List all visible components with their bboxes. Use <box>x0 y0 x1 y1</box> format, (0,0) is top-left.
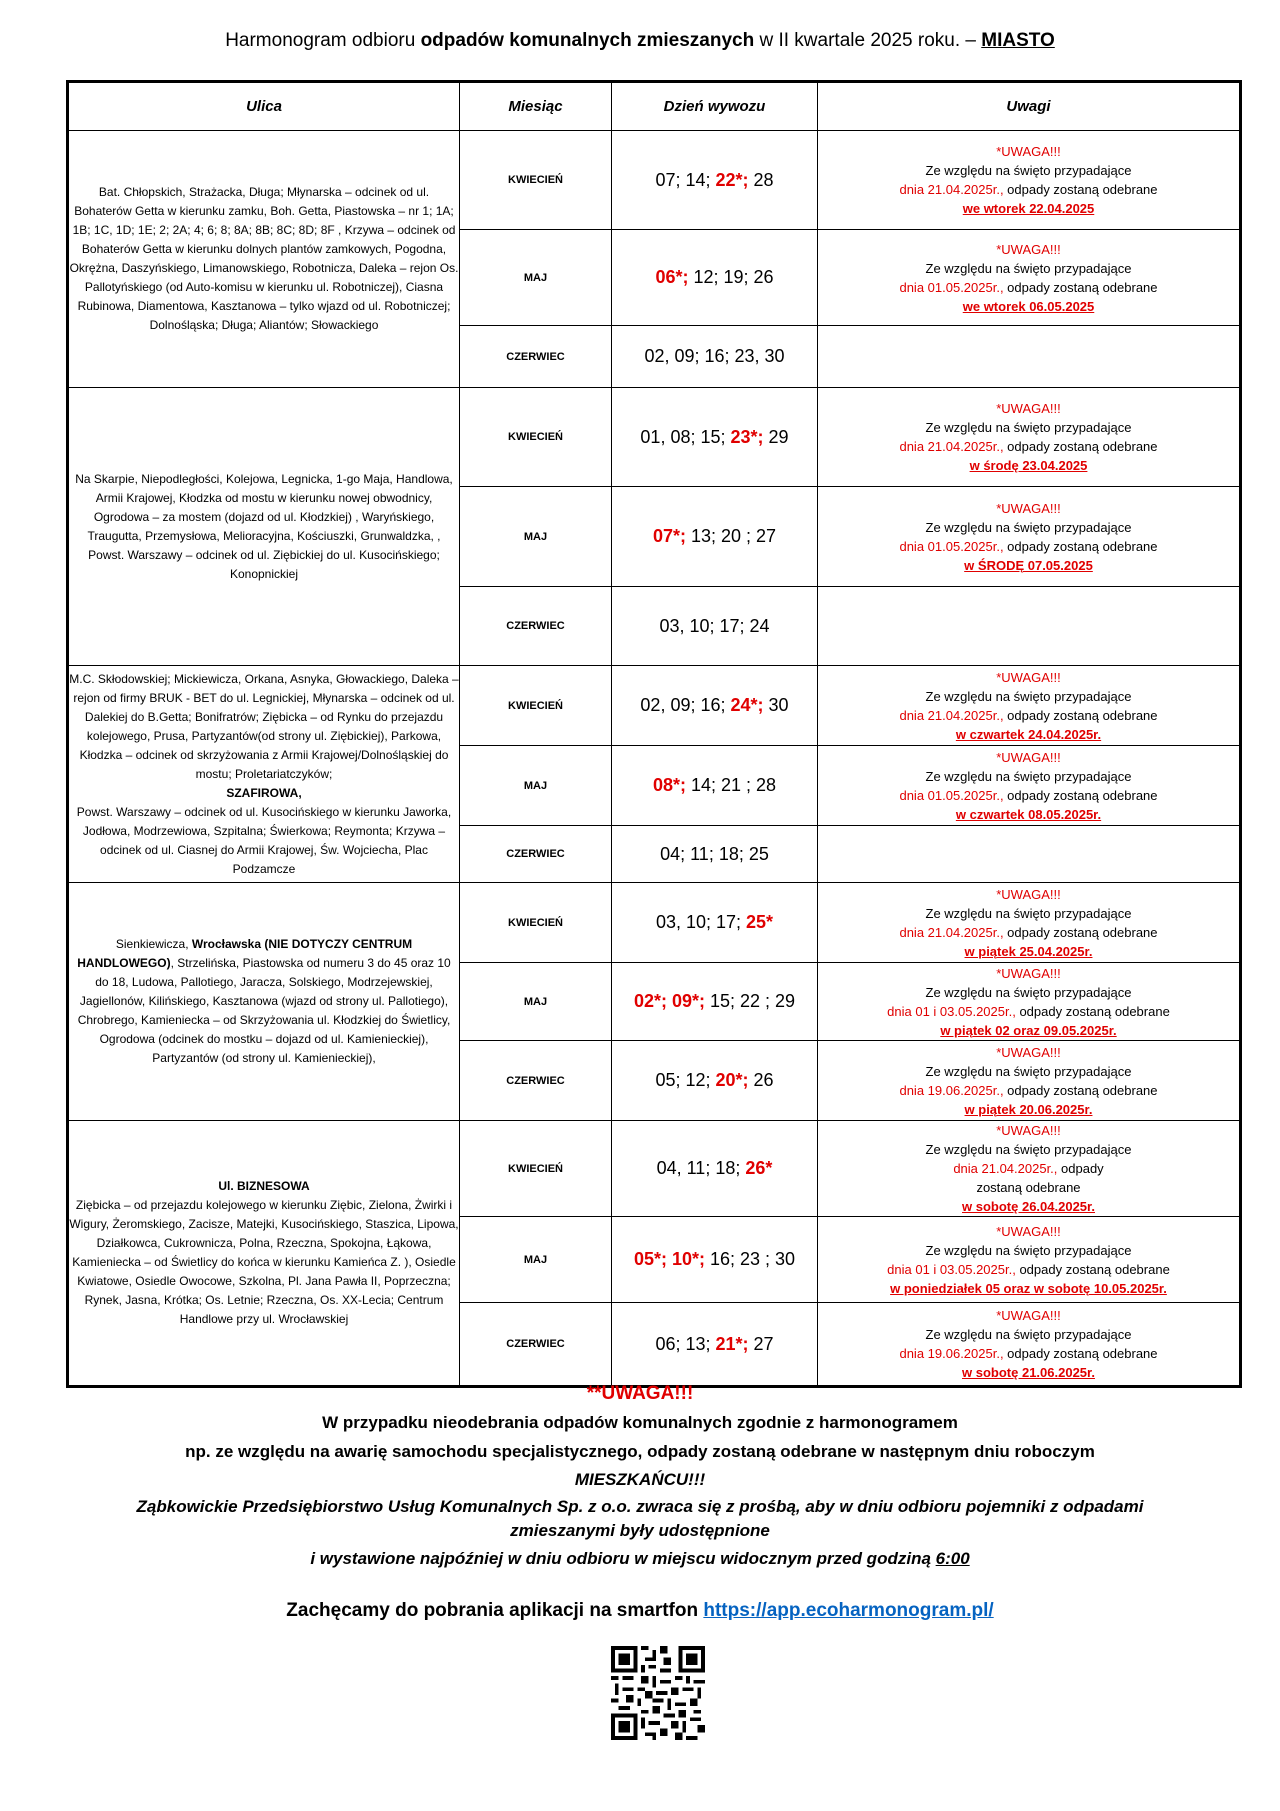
note-warning: *UWAGA!!! <box>996 401 1061 416</box>
note-warning: *UWAGA!!! <box>996 144 1061 159</box>
pickup-day: 14; 21 ; 28 <box>685 775 777 795</box>
pickup-day: 07; 14; <box>655 169 716 190</box>
header-row <box>68 82 1241 131</box>
pickup-days-cell <box>612 326 818 388</box>
pickup-day: 02, 09; 16; 23, 30 <box>644 346 785 366</box>
pickup-days-cell <box>612 131 818 230</box>
month-cell: CZERWIEC <box>460 587 612 666</box>
pickup-days-cell <box>612 1041 818 1121</box>
holiday-day: 26* <box>745 1158 773 1178</box>
note-new-date: w poniedziałek 05 oraz w sobotę 10.05.2025r. <box>890 1280 1167 1296</box>
pickup-day: 01, 08; 15; <box>640 426 731 447</box>
note-text: odpady zostaną odebrane <box>1003 924 1158 940</box>
notes-cell <box>818 487 1241 587</box>
month-cell: KWIECIEŃ <box>460 131 612 230</box>
month-cell: CZERWIEC <box>460 1303 612 1387</box>
note-new-date: w piątek 20.06.2025r. <box>964 1101 1093 1117</box>
month-cell: CZERWIEC <box>460 1041 612 1121</box>
app-promo <box>0 1600 1280 1622</box>
month-cell: MAJ <box>460 230 612 326</box>
note-reason: Ze względu na święto przypadające <box>925 260 1132 276</box>
note-text: odpady zostaną odebrane <box>1003 439 1158 454</box>
note-new-date: w piątek 02 oraz 09.05.2025r. <box>940 1022 1117 1038</box>
holiday-day: 06*; <box>655 267 689 287</box>
note-new-date: we wtorek 22.04.2025 <box>962 201 1095 216</box>
pickup-days-cell <box>612 1303 818 1387</box>
pickup-days-cell <box>612 883 818 963</box>
note-date: dnia 21.04.2025r., <box>899 439 1004 454</box>
note-reason: Ze względu na święto przypadające <box>925 163 1132 178</box>
note-reason: Ze względu na święto przypadające <box>925 420 1132 435</box>
holiday-day: 21*; <box>715 1333 749 1354</box>
app-link[interactable]: https://app.ecoharmonogram.pl/ <box>703 1600 994 1621</box>
pickup-days-cell <box>612 1217 818 1303</box>
pickup-day: 04, 11; 18; <box>656 1158 746 1178</box>
holiday-day: 22*; <box>715 169 749 190</box>
pickup-days-cell <box>612 1121 818 1217</box>
street-text: Na Skarpie, Niepodległości, Kolejowa, Legnicka, 1-go Maja, Handlowa, Armii Krajowej, Kłodzka od mostu w kierunku nowej obwodnicy, Ogrodowa – za mostem (dojazd od ul. Kłodzkiej) , Waryńskiego, Traugutta, Przemysłowa, Melioracyjna, Kościuszki, Grunwaldzka, , Powst. Warszawy – odcinek od ul. Ziębickiej do ul. Kusocińskiego; Konopnickiej <box>75 471 453 581</box>
qr-code-icon <box>611 1646 705 1740</box>
pickup-day: 30 <box>763 695 789 715</box>
notes-cell <box>818 883 1241 963</box>
notes-cell <box>818 230 1241 326</box>
street-text: M.C. Skłodowskiej; Mickiewicza, Orkana, Asnyka, Głowackiego, Daleka – rejon od firmy BRUK - BET do ul. Legnickiej, Młynarska – odcinek od ul. Dalekiej do B.Getta; Bonifratrów; Ziębicka – od Rynku do przejazdu kolejowego, Prusa, Partyzantów(od strony ul. Ziębickiej), Parkowa, Kłodzka – odcinek od skrzyżowania z Armii Krajowej/Dolnośląskiej do mostu; Proletariatczyków; <box>69 671 459 781</box>
note-text: zostaną odebrane <box>976 1180 1081 1195</box>
month-cell: MAJ <box>460 963 612 1041</box>
note-text: odpady zostaną odebrane <box>1015 1261 1170 1277</box>
note-text: odpady zostaną odebrane <box>1015 1003 1170 1019</box>
note-warning: *UWAGA!!! <box>996 669 1061 685</box>
month-cell: MAJ <box>460 1217 612 1303</box>
header-notes: Uwagi <box>818 82 1241 131</box>
note-text: odpady zostaną odebrane <box>1003 787 1158 803</box>
street-cell <box>68 1121 460 1387</box>
notes-cell <box>818 1303 1241 1387</box>
pickup-days-cell <box>612 963 818 1041</box>
note-date: dnia 01.05.2025r., <box>899 787 1004 803</box>
note-warning: *UWAGA!!! <box>996 1123 1061 1138</box>
pickup-days-cell <box>612 746 818 826</box>
note-new-date: w piątek 25.04.2025r. <box>964 943 1093 959</box>
footer-warning: **UWAGA!!! <box>586 1383 694 1404</box>
note-date: dnia 19.06.2025r., <box>899 1346 1004 1361</box>
notes-cell <box>818 587 1241 666</box>
note-new-date: w środę 23.04.2025 <box>969 458 1088 473</box>
note-warning: *UWAGA!!! <box>996 749 1061 765</box>
holiday-day: 23*; <box>730 426 764 447</box>
street-cell <box>68 666 460 883</box>
note-new-date: w sobotę 21.06.2025r. <box>962 1365 1095 1380</box>
footer-line-5: zmieszanymi były udostępnione <box>510 1521 770 1540</box>
page-title <box>0 30 1280 52</box>
street-text: Ul. BIZNESOWA <box>218 1179 310 1193</box>
notes-cell <box>818 1217 1241 1303</box>
note-date: dnia 21.04.2025r., <box>899 924 1004 940</box>
month-cell: KWIECIEŃ <box>460 883 612 963</box>
street-text: Bat. Chłopskich, Strażacka, Długa; Młynarska – odcinek od ul. Bohaterów Getta w kierunku zamku, Boh. Getta, Piastowska – nr 1; 1A; 1B; 1C, 1D; 1E; 2; 2A; 4; 6; 8; 8A; 8B; 8C; 8D; 8F , Krzywa – odcinek od Bohaterów Getta w kierunku dolnych plantów zamkowych, Pogodna, Okrężna, Daszyńskiego, Limanowskiego, Robotnicza, Daleka – rejon Os. Pallotyńskiego (od Auto-komisu w kierunku ul. Robotniczej), Ciasna Rubinowa, Diamentowa, Kasztanowa – tylko wjazd od ul. Robotniczej; Dolnośląska; Długa; Aliantów; Słowackiego <box>69 185 459 332</box>
footer-line-3: MIESZKAŃCU!!! <box>574 1470 706 1489</box>
notes-cell <box>818 388 1241 487</box>
street-text: , Strzelińska, Piastowska od numeru 3 do 45 oraz 10 do 18, Ludowa, Pallotiego, Jaracza, Solskiego, Modrzejewskiej, Jagiellonów, Kilińskiego, Kasztanowa (wjazd od strony ul. Pallotiego), Chrobrego, Kamieniecka – od Skrzyżowania ul. Kłodzkiej do Świetlicy, Ogrodowa (odcinek do mostku – dojazd od ul. Kamienieckiej), Partyzantów (od strony ul. Kamienieckiej), <box>77 956 451 1065</box>
notes-cell <box>818 666 1241 746</box>
note-reason: Ze względu na święto przypadające <box>925 688 1132 704</box>
notes-cell <box>818 746 1241 826</box>
note-warning: *UWAGA!!! <box>996 1044 1061 1060</box>
note-text: odpady zostaną odebrane <box>1003 182 1158 197</box>
pickup-days-cell <box>612 587 818 666</box>
holiday-day: 02*; 09*; <box>633 991 705 1011</box>
note-date: dnia 21.04.2025r., <box>899 182 1004 197</box>
table-row <box>68 131 1241 230</box>
note-warning: *UWAGA!!! <box>996 965 1061 981</box>
table-row <box>68 666 1241 746</box>
notes-cell <box>818 1121 1241 1217</box>
note-reason: Ze względu na święto przypadające <box>925 984 1132 1000</box>
pickup-day: 28 <box>748 169 774 190</box>
month-cell: CZERWIEC <box>460 326 612 388</box>
header-day: Dzień wywozu <box>612 82 818 131</box>
pickup-days-cell <box>612 487 818 587</box>
app-promo-text: Zachęcamy do pobrania aplikacji na smartfon <box>286 1600 704 1621</box>
notes-cell <box>818 326 1241 388</box>
note-warning: *UWAGA!!! <box>996 500 1061 516</box>
note-new-date: w czwartek 08.05.2025r. <box>955 806 1102 822</box>
pickup-day: 03, 10; 17; 24 <box>659 615 770 636</box>
month-cell: KWIECIEŃ <box>460 1121 612 1217</box>
note-text: odpady zostaną odebrane <box>1003 279 1158 295</box>
pickup-days-cell <box>612 666 818 746</box>
table-row <box>68 388 1241 487</box>
holiday-day: 24*; <box>730 695 764 715</box>
pickup-day: 05; 12; <box>655 1070 716 1090</box>
pickup-days-cell <box>612 388 818 487</box>
notes-cell <box>818 963 1241 1041</box>
note-warning: *UWAGA!!! <box>996 241 1061 257</box>
note-date: dnia 21.04.2025r., <box>899 707 1004 723</box>
header-month: Miesiąc <box>460 82 612 131</box>
note-date: dnia 19.06.2025r., <box>899 1082 1004 1098</box>
note-warning: *UWAGA!!! <box>996 1223 1061 1239</box>
street-cell <box>68 883 460 1121</box>
note-date: dnia 01 i 03.05.2025r., <box>887 1261 1016 1277</box>
footer-line-1: W przypadku nieodebrania odpadów komunalnych zgodnie z harmonogramem <box>322 1413 958 1432</box>
holiday-day: 05*; 10*; <box>633 1249 705 1269</box>
month-cell: KWIECIEŃ <box>460 388 612 487</box>
pickup-day: 26 <box>748 1070 774 1090</box>
street-cell <box>68 388 460 666</box>
footer-time: 6:00 <box>935 1549 970 1568</box>
note-text: odpady zostaną odebrane <box>1003 538 1158 554</box>
month-cell: CZERWIEC <box>460 826 612 883</box>
month-cell: MAJ <box>460 746 612 826</box>
note-text: odpady zostaną odebrane <box>1003 1346 1158 1361</box>
street-text: Wrocławska (NIE DOTYCZY CENTRUM HANDLOWEGO) <box>77 937 413 970</box>
notes-cell <box>818 1041 1241 1121</box>
note-date: dnia 01 i 03.05.2025r., <box>887 1003 1016 1019</box>
title-city: MIASTO <box>981 30 1055 51</box>
schedule-table <box>66 80 1242 1388</box>
pickup-day: 13; 20 ; 27 <box>685 526 777 546</box>
pickup-days-cell <box>612 230 818 326</box>
note-warning: *UWAGA!!! <box>996 886 1061 902</box>
title-bold: odpadów komunalnych zmieszanych <box>420 30 755 51</box>
note-new-date: w sobotę 26.04.2025r. <box>962 1199 1095 1214</box>
pickup-day: 06; 13; <box>655 1333 716 1354</box>
note-date: dnia 01.05.2025r., <box>899 538 1004 554</box>
pickup-day: 02, 09; 16; <box>640 695 731 715</box>
pickup-day: 15; 22 ; 29 <box>704 991 796 1011</box>
street-cell <box>68 131 460 388</box>
notes-cell <box>818 826 1241 883</box>
month-cell: MAJ <box>460 487 612 587</box>
note-reason: Ze względu na święto przypadające <box>925 1142 1132 1157</box>
note-date: dnia 01.05.2025r., <box>899 279 1004 295</box>
street-text: Powst. Warszawy – odcinek od ul. Kusocińskiego w kierunku Jaworka, Jodłowa, Modrzewiowa, Szpitalna; Świerkowa; Reymonta; Krzywa – odcinek od ul. Ciasnej do Armii Krajowej, Św. Wojciecha, Plac Podzamcze <box>76 804 452 876</box>
note-text: odpady zostaną odebrane <box>1003 1082 1158 1098</box>
note-reason: Ze względu na święto przypadające <box>925 905 1132 921</box>
note-date: dnia 21.04.2025r., <box>953 1161 1058 1176</box>
street-text: Ziębicka – od przejazdu kolejowego w kierunku Ziębic, Zielona, Żwirki i Wigury, Żeromskiego, Zacisze, Matejki, Kusocińskiego, Staszica, Lipowa, Działkowca, Cukrownicza, Polna, Rzeczna, Spokojna, Łąkowa, Kamieniecka – od Świetlicy do końca w kierunku Kamieńca Z. ), Osiedle Kwiatowe, Osiedle Owocowe, Szkolna, Pl. Jana Pawła II, Poprzeczna; Rynek, Jasna, Krótka; Os. Letnie; Rzeczna, Os. XX-Lecia; Centrum Handlowe przy ul. Wrocławskiej <box>69 1198 459 1326</box>
pickup-days-cell <box>612 826 818 883</box>
title-pre: Harmonogram odbioru <box>225 30 421 51</box>
footer-line-4: Ząbkowickie Przedsiębiorstwo Usług Komunalnych Sp. z o.o. zwraca się z prośbą, aby w dniu odbioru pojemniki z odpadami <box>136 1497 1144 1516</box>
holiday-day: 07*; <box>652 526 686 546</box>
pickup-day: 03, 10; 17; <box>655 912 747 932</box>
note-new-date: w ŚRODĘ 07.05.2025 <box>964 557 1093 573</box>
title-mid: w II kwartale 2025 roku. – <box>754 30 982 51</box>
month-cell: KWIECIEŃ <box>460 666 612 746</box>
pickup-day: 04; 11; 18; 25 <box>660 843 769 864</box>
header-street: Ulica <box>68 82 460 131</box>
note-reason: Ze względu na święto przypadające <box>925 1327 1132 1342</box>
note-reason: Ze względu na święto przypadające <box>925 1242 1132 1258</box>
pickup-day: 12; 19; 26 <box>688 267 774 287</box>
street-text: SZAFIROWA, <box>226 785 302 800</box>
pickup-day: 29 <box>763 426 789 447</box>
footer-line-6 <box>0 1549 1280 1569</box>
table-row <box>68 1121 1241 1217</box>
note-text: odpady zostaną odebrane <box>1003 707 1158 723</box>
street-text: Sienkiewicza, <box>115 937 192 951</box>
notes-cell <box>818 131 1241 230</box>
note-reason: Ze względu na święto przypadające <box>925 1063 1132 1079</box>
note-reason: Ze względu na święto przypadające <box>925 768 1132 784</box>
note-text: odpady <box>1057 1161 1104 1176</box>
note-new-date: w czwartek 24.04.2025r. <box>955 726 1102 742</box>
footer-line-2: np. ze względu na awarię samochodu specjalistycznego, odpady zostaną odebrane w następnym dniu roboczym <box>185 1442 1095 1461</box>
note-warning: *UWAGA!!! <box>996 1308 1061 1323</box>
holiday-day: 25* <box>746 912 774 932</box>
footer-line-6-text: i wystawione najpóźniej w dniu odbioru w miejscu widocznym przed godziną <box>310 1549 936 1568</box>
holiday-day: 08*; <box>652 775 686 795</box>
table-row <box>68 883 1241 963</box>
pickup-day: 16; 23 ; 30 <box>704 1249 796 1269</box>
pickup-day: 27 <box>748 1333 774 1354</box>
note-reason: Ze względu na święto przypadające <box>925 519 1132 535</box>
holiday-day: 20*; <box>715 1070 749 1090</box>
note-new-date: we wtorek 06.05.2025 <box>962 298 1095 314</box>
